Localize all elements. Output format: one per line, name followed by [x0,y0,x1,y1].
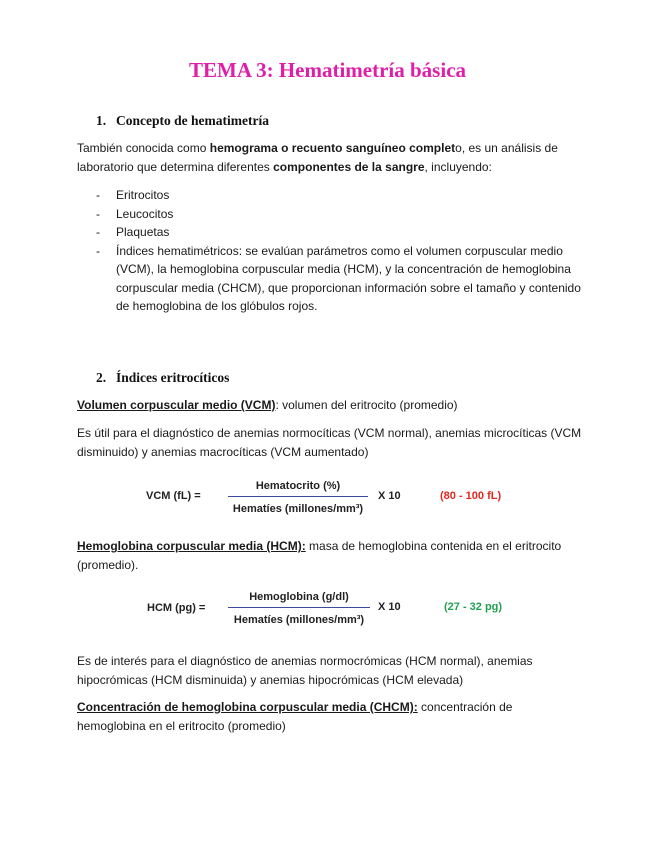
vcm-def: : volumen del eritrocito (promedio) [275,398,458,412]
vcm-term: Volumen corpuscular medio (VCM) [77,398,276,412]
section-1-intro [77,139,582,176]
section-1-heading [96,113,269,129]
hcm-formula-label: HCM (pg) = [147,602,206,614]
intro-bold-1: hemograma o recuento sanguíneo complet [209,141,456,155]
vcm-fraction-bar [228,496,368,497]
vcm-definition [77,396,582,415]
section-2-number: 2. [96,370,107,385]
list-item [96,223,586,242]
intro-text-1: También conocida como [77,141,210,155]
chcm-term: Concentración de hemoglobina corpuscular media (CHCM): [77,700,418,714]
list-item-text: Plaquetas [116,225,170,239]
section-2-heading [96,370,229,386]
list-item [96,242,586,316]
hcm-formula-multiplier: X 10 [378,601,401,613]
section-2-heading-text: Índices eritrocíticos [116,370,230,385]
hcm-definition [77,537,582,574]
vcm-formula-numerator: Hematocrito (%) [255,480,341,492]
intro-text-3: , incluyendo: [424,159,492,174]
list-item-text: Índices hematimétricos: se evalúan parámetros como el volumen corpuscular medio (VCM), la hemoglobina corpuscular media (HCM), y la concentración de hemoglobina corpuscular media (CHCM), que proporcionan información sobre el tamaño y contenido de hemoglobina de los glóbulos rojos. [116,243,581,313]
chcm-definition [77,698,582,735]
chcm-def: concentración de hemoglobina en el eritrocito (promedio) [77,700,513,733]
vcm-formula-multiplier: X 10 [378,490,401,502]
section-1-number: 1. [96,113,107,128]
hcm-term: Hemoglobina corpuscular media (HCM): [77,539,306,553]
hcm-normal-range: (27 - 32 pg) [444,601,503,613]
hcm-fraction-bar [228,607,370,608]
page-title: TEMA 3: Hematimetría básica [188,58,467,82]
bullet-dash: - [96,188,100,202]
hcm-formula-denominator: Hematíes (millones/mm³) [233,614,365,626]
vcm-normal-range: (80 - 100 fL) [440,490,502,502]
section-1-heading-text: Concepto de hematimetría [116,113,269,128]
bullet-dash: - [96,206,100,221]
vcm-formula-label: VCM (fL) = [146,490,201,502]
vcm-formula-denominator: Hematíes (millones/mm³) [232,503,364,515]
components-list [96,186,586,316]
hcm-def: masa de hemoglobina contenida en el eritrocito (promedio). [77,539,562,572]
list-item [96,186,586,205]
hcm-formula-numerator: Hemoglobina (g/dl) [249,591,349,603]
list-item-text: Leucocitos [116,206,174,221]
intro-text-2: o, es un análisis de laboratorio que determina diferentes [77,141,558,174]
list-item-text: Eritrocitos [116,188,170,202]
intro-bold-2: componentes de la sangre [273,159,425,174]
vcm-usage: Es útil para el diagnóstico de anemias normocíticas (VCM normal), anemias microcíticas (VCM disminuido) y anemias macrocíticas (VCM aumentado) [77,426,582,459]
list-item [96,205,586,224]
bullet-dash: - [96,243,100,258]
bullet-dash: - [96,225,100,239]
hcm-usage: Es de interés para el diagnóstico de anemias normocrómicas (HCM normal), anemias hipocrómicas (HCM disminuida) y anemias hipocrómicas (HCM elevada) [77,654,533,687]
